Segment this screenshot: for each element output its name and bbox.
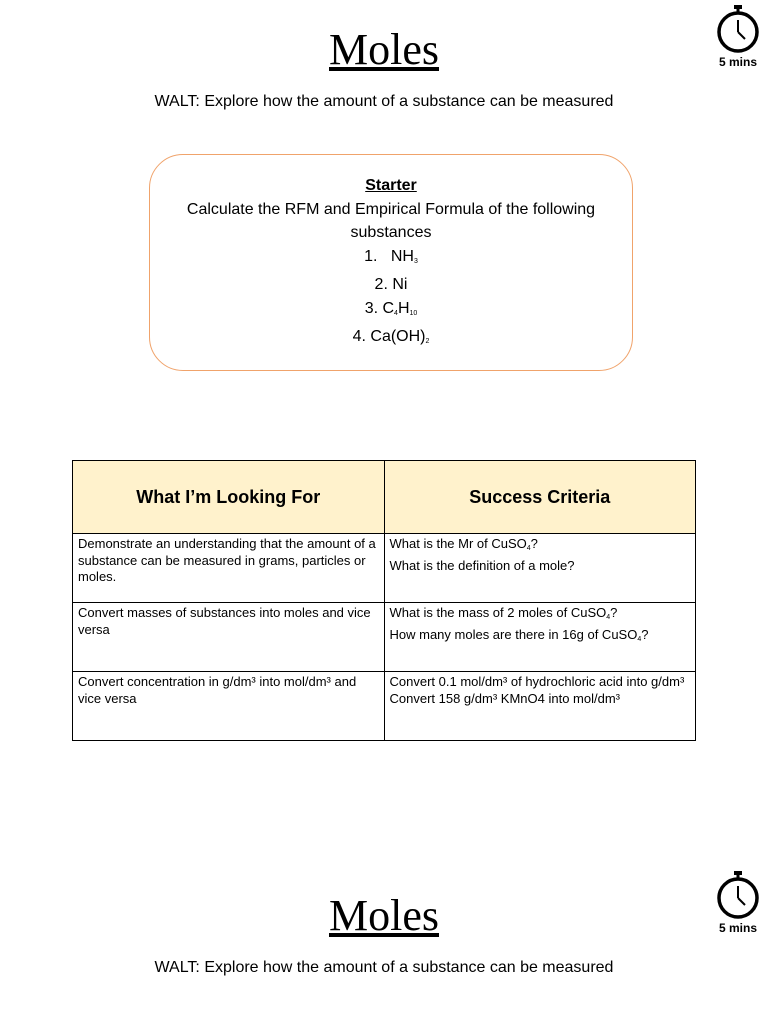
starter-item: 1. $NH_3$ bbox=[364, 247, 418, 265]
criteria-table bbox=[72, 460, 696, 741]
stopwatch-icon bbox=[715, 3, 761, 55]
criteria-cell: What is the mass of 2 moles of CuSO$_4$? How many moles are there in 16g of CuSO$_4$? bbox=[384, 603, 696, 672]
starter-item: 3. $C_4H_{10}$ bbox=[364, 299, 418, 317]
starter-box bbox=[149, 154, 633, 371]
looking-for-cell: Demonstrate an understanding that the amount of a substance can be measured in grams, particles or moles. bbox=[73, 534, 385, 603]
starter-instruction: Calculate the RFM and Empirical Formula of the following substances bbox=[186, 200, 596, 241]
page-title: Moles bbox=[329, 25, 439, 74]
looking-for-cell: Convert concentration in g/dm³ into mol/dm³ and vice versa bbox=[73, 672, 385, 741]
table-header-row bbox=[73, 461, 696, 534]
starter-heading: Starter bbox=[365, 177, 417, 194]
walt-objective: WALT: Explore how the amount of a substance can be measured bbox=[154, 93, 614, 110]
starter-item: 4. $Ca(OH)_2$ bbox=[352, 328, 430, 345]
timer-label: 5 mins bbox=[718, 921, 757, 935]
timer bbox=[713, 3, 763, 69]
looking-for-cell: Convert masses of substances into moles and vice versa bbox=[73, 603, 385, 672]
walt-objective: WALT: Explore how the amount of a substance can be measured bbox=[154, 959, 614, 976]
criteria-cell: What is the Mr of CuSO$_4$? What is the definition of a mole? bbox=[384, 534, 696, 603]
timer-label: 5 mins bbox=[718, 55, 757, 69]
table-row bbox=[73, 603, 696, 672]
table-row bbox=[73, 672, 696, 741]
page-title: Moles bbox=[329, 891, 439, 940]
table-row bbox=[73, 534, 696, 603]
criteria-cell: Convert 0.1 mol/dm³ of hydrochloric acid into g/dm³ Convert 158 g/dm³ KMnO4 into mol/dm³ bbox=[384, 672, 696, 741]
header-success-criteria: Success Criteria bbox=[384, 461, 696, 534]
starter-item: 2. Ni bbox=[374, 276, 408, 293]
header-looking-for: What I’m Looking For bbox=[73, 461, 385, 534]
